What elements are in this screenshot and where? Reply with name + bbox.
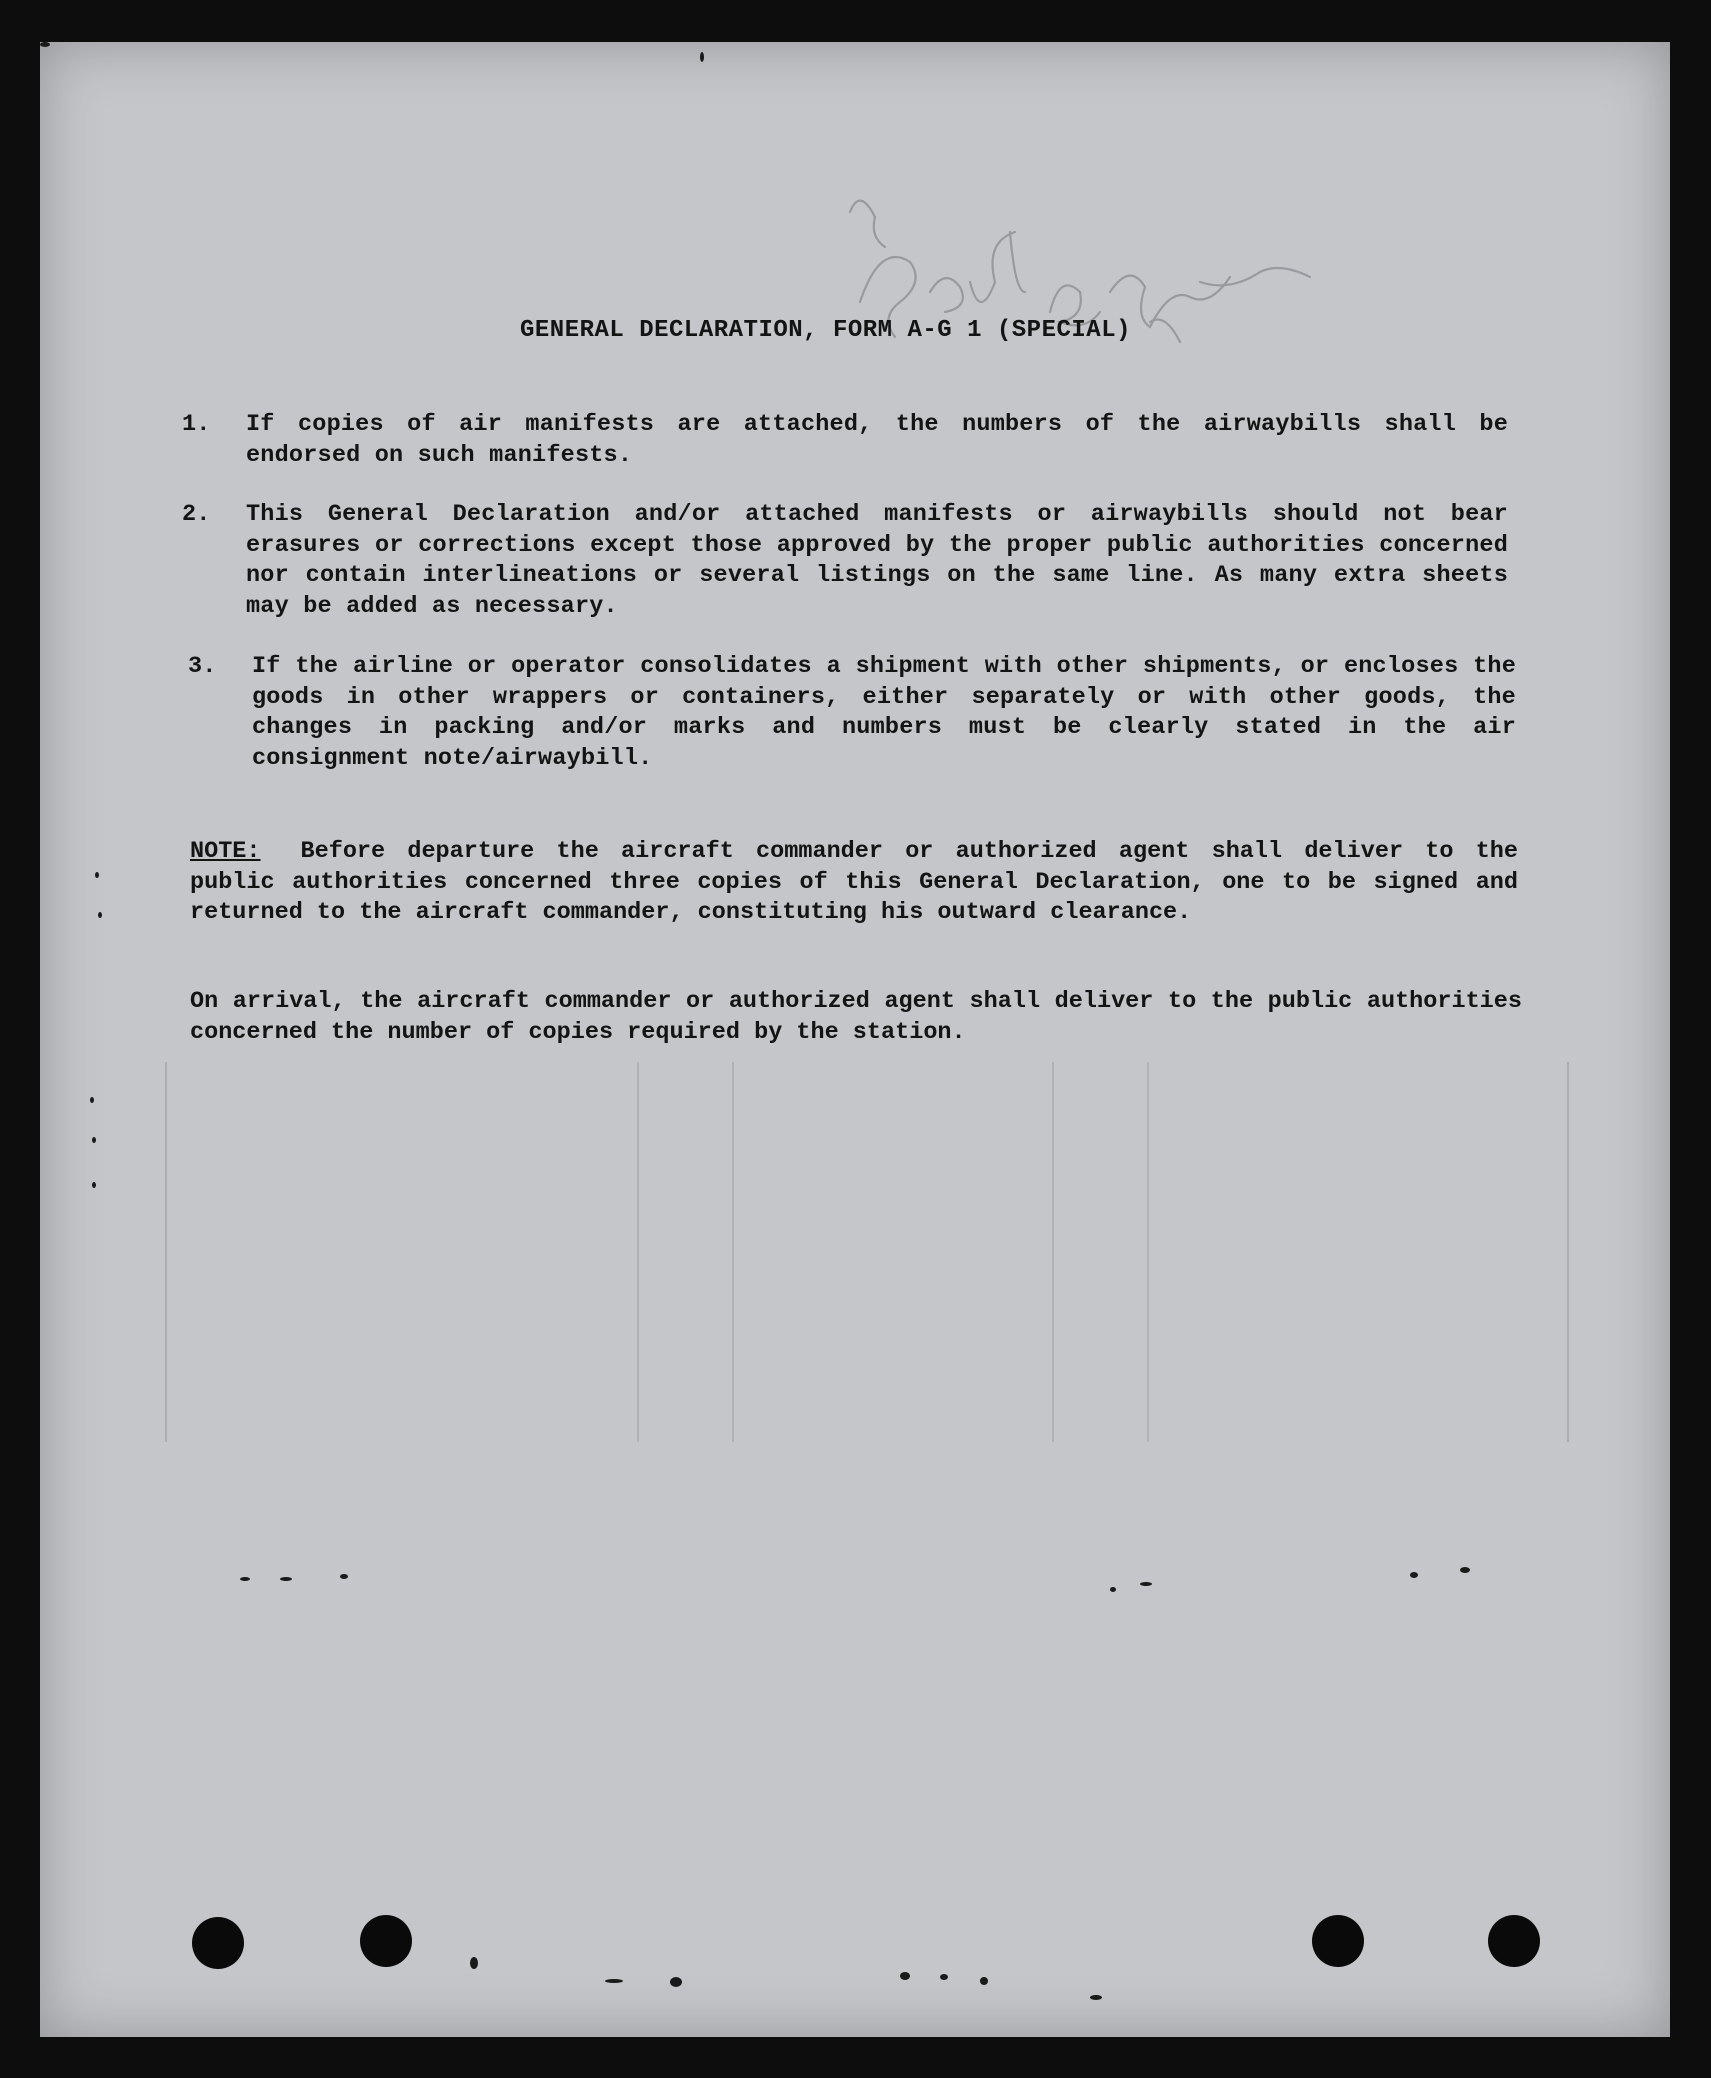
- ghost-column-divider: [637, 1062, 639, 1442]
- speck: [1410, 1572, 1418, 1578]
- speck: [1460, 1567, 1470, 1573]
- speck: [92, 1182, 96, 1188]
- punch-hole: [192, 1917, 244, 1969]
- note-label: NOTE:: [190, 838, 261, 865]
- ghost-column-divider: [1147, 1062, 1149, 1442]
- note-paragraph: [190, 837, 1518, 929]
- punch-hole: [1312, 1915, 1364, 1967]
- speck: [40, 42, 50, 47]
- speck: [92, 1137, 96, 1143]
- speck: [1090, 1995, 1102, 2000]
- speck: [340, 1574, 348, 1579]
- speck: [605, 1979, 623, 1983]
- item-text: This General Declaration and/or attached manifests or airwaybills should not bear erasures or corrections except those approved by the proper public authorities concerned nor contain interlineations or several listings on the same line. As many extra sheets may be added as necessary.: [246, 501, 1508, 620]
- speck: [90, 1097, 94, 1103]
- speck: [240, 1577, 250, 1581]
- speck: [700, 52, 704, 62]
- ghost-column-divider: [1052, 1062, 1054, 1442]
- speck: [95, 872, 99, 878]
- speck: [1140, 1582, 1152, 1586]
- bleed-through-form-lines: [165, 1062, 1569, 1442]
- document-page: [40, 42, 1670, 2037]
- speck: [280, 1577, 292, 1581]
- punch-hole: [1488, 1915, 1540, 1967]
- note-text: Before departure the aircraft commander or authorized agent shall deliver to the public authorities concerned three copies of this General Declaration, one to be signed and returned to the aircraft commander, constituting his outward clearance.: [190, 838, 1518, 926]
- speck: [98, 912, 102, 918]
- speck: [980, 1977, 988, 1985]
- item-text: If copies of air manifests are attached, the numbers of the airwaybills shall be endorsed on such manifests.: [246, 411, 1508, 469]
- speck: [470, 1957, 478, 1969]
- speck: [940, 1974, 948, 1980]
- speck: [1110, 1587, 1116, 1592]
- item-number: 1.: [182, 411, 211, 438]
- arrival-paragraph: On arrival, the aircraft commander or authorized agent shall deliver to the public authorities concerned the number of copies required by the station.: [190, 988, 1522, 1046]
- speck: [900, 1972, 910, 1980]
- document-title: GENERAL DECLARATION, FORM A-G 1 (SPECIAL): [520, 317, 1131, 344]
- speck: [670, 1977, 682, 1987]
- item-number: 3.: [188, 653, 217, 680]
- item-text: If the airline or operator consolidates a shipment with other shipments, or encloses the goods in other wrappers or containers, either separately or with other goods, the changes in packing and/or marks and numbers must be clearly stated in the air consignment note/airwaybill.: [252, 653, 1516, 772]
- punch-hole: [360, 1915, 412, 1967]
- item-number: 2.: [182, 501, 211, 528]
- ghost-column-divider: [732, 1062, 734, 1442]
